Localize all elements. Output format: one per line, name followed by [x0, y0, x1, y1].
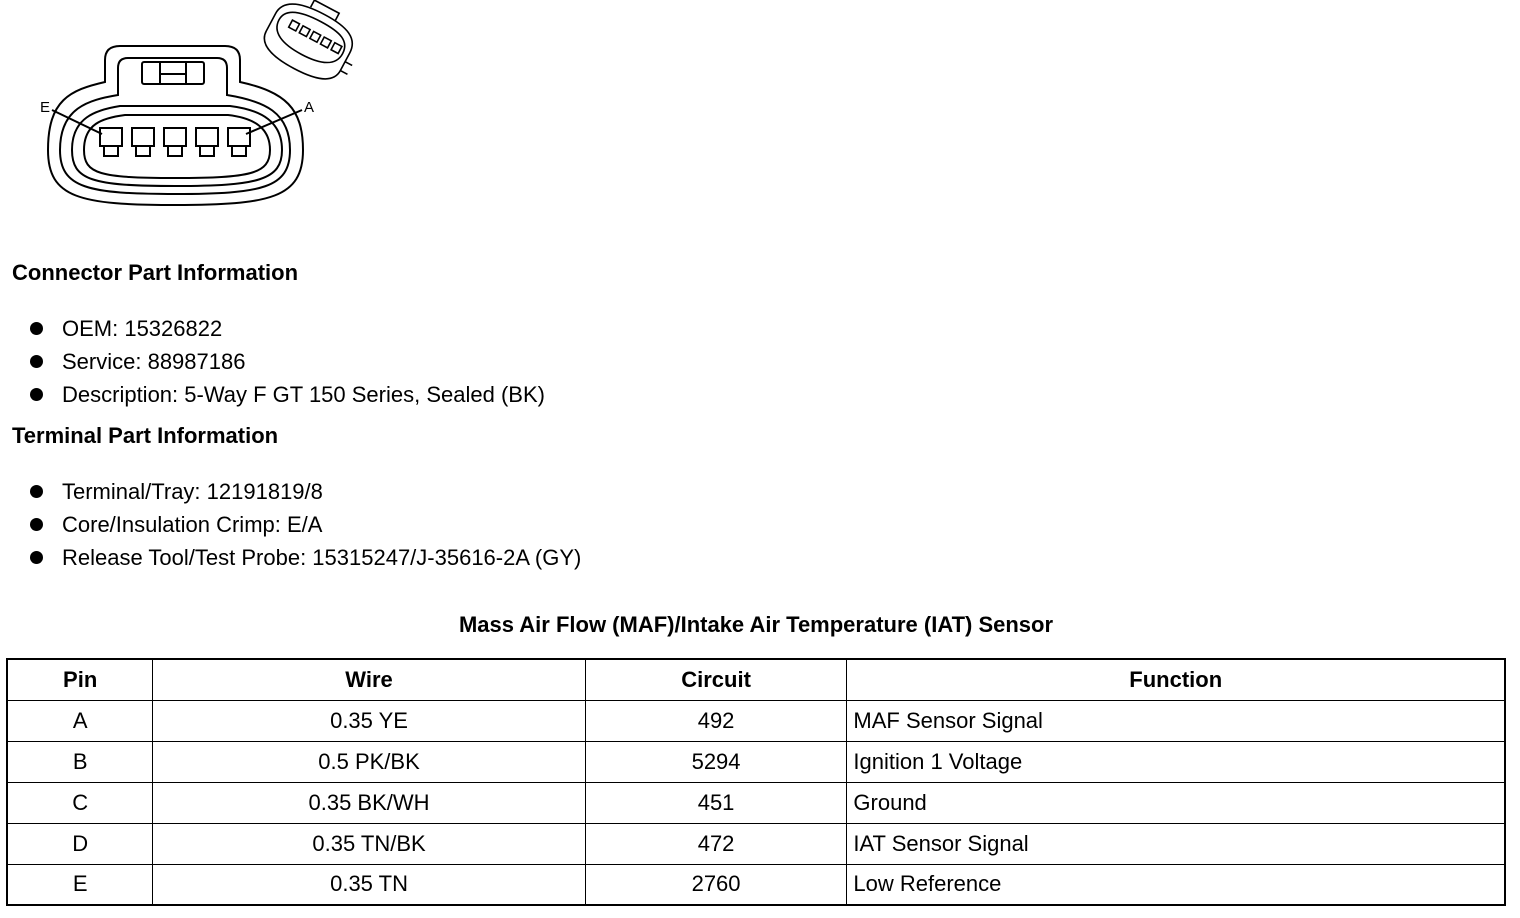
terminal-part-list — [28, 475, 581, 574]
circuit-cell: 2760 — [585, 864, 847, 905]
table-header-row — [7, 659, 1505, 700]
pin-label-e: E — [40, 99, 51, 116]
function-cell: Ground — [847, 782, 1505, 823]
table-row — [7, 741, 1505, 782]
list-item-text: OEM: 15326822 — [62, 316, 223, 341]
wire-cell: 0.35 YE — [153, 700, 585, 741]
wire-cell: 0.35 TN — [153, 864, 585, 905]
list-item-text: Service: 88987186 — [62, 349, 246, 374]
column-header-pin: Pin — [7, 659, 153, 700]
connector-diagram — [0, 0, 370, 220]
circuit-cell: 451 — [585, 782, 847, 823]
table-row — [7, 700, 1505, 741]
bullet-icon — [30, 485, 43, 498]
table-title: Mass Air Flow (MAF)/Intake Air Temperature (IAT) Sensor — [458, 612, 1054, 637]
pin-cell: D — [7, 823, 153, 864]
circuit-cell: 5294 — [585, 741, 847, 782]
list-item — [28, 475, 581, 508]
table-row — [7, 823, 1505, 864]
list-item — [28, 508, 581, 541]
wire-cell: 0.35 TN/BK — [153, 823, 585, 864]
bullet-icon — [30, 322, 43, 335]
list-item — [28, 312, 545, 345]
list-item — [28, 378, 545, 411]
wire-cell: 0.5 PK/BK — [153, 741, 585, 782]
list-item-text: Description: 5-Way F GT 150 Series, Sealed (BK) — [62, 382, 545, 407]
column-header-wire: Wire — [153, 659, 585, 700]
terminal-part-heading: Terminal Part Information — [12, 423, 279, 448]
circuit-cell: 472 — [585, 823, 847, 864]
list-item-text: Core/Insulation Crimp: E/A — [62, 512, 323, 537]
table-row — [7, 864, 1505, 905]
bullet-icon — [30, 355, 43, 368]
pin-cell: E — [7, 864, 153, 905]
pin-cell: C — [7, 782, 153, 823]
wire-cell: 0.35 BK/WH — [153, 782, 585, 823]
connector-part-heading: Connector Part Information — [12, 260, 299, 285]
table-row — [7, 782, 1505, 823]
function-cell: Ignition 1 Voltage — [847, 741, 1505, 782]
bullet-icon — [30, 388, 43, 401]
list-item-text: Release Tool/Test Probe: 15315247/J-35616-2A (GY) — [62, 545, 582, 570]
function-cell: MAF Sensor Signal — [847, 700, 1505, 741]
connector-part-list — [28, 312, 545, 411]
connector-thumbnail — [257, 0, 370, 92]
column-header-circuit: Circuit — [585, 659, 847, 700]
function-cell: IAT Sensor Signal — [847, 823, 1505, 864]
list-item-text: Terminal/Tray: 12191819/8 — [62, 479, 323, 504]
pin-label-a: A — [304, 99, 315, 116]
pin-cell: A — [7, 700, 153, 741]
function-cell: Low Reference — [847, 864, 1505, 905]
bullet-icon — [30, 518, 43, 531]
bullet-icon — [30, 551, 43, 564]
circuit-cell: 492 — [585, 700, 847, 741]
list-item — [28, 345, 545, 378]
pinout-table — [6, 658, 1506, 906]
terminal-cavities — [100, 128, 250, 156]
list-item — [28, 541, 581, 574]
pin-cell: B — [7, 741, 153, 782]
column-header-function: Function — [847, 659, 1505, 700]
